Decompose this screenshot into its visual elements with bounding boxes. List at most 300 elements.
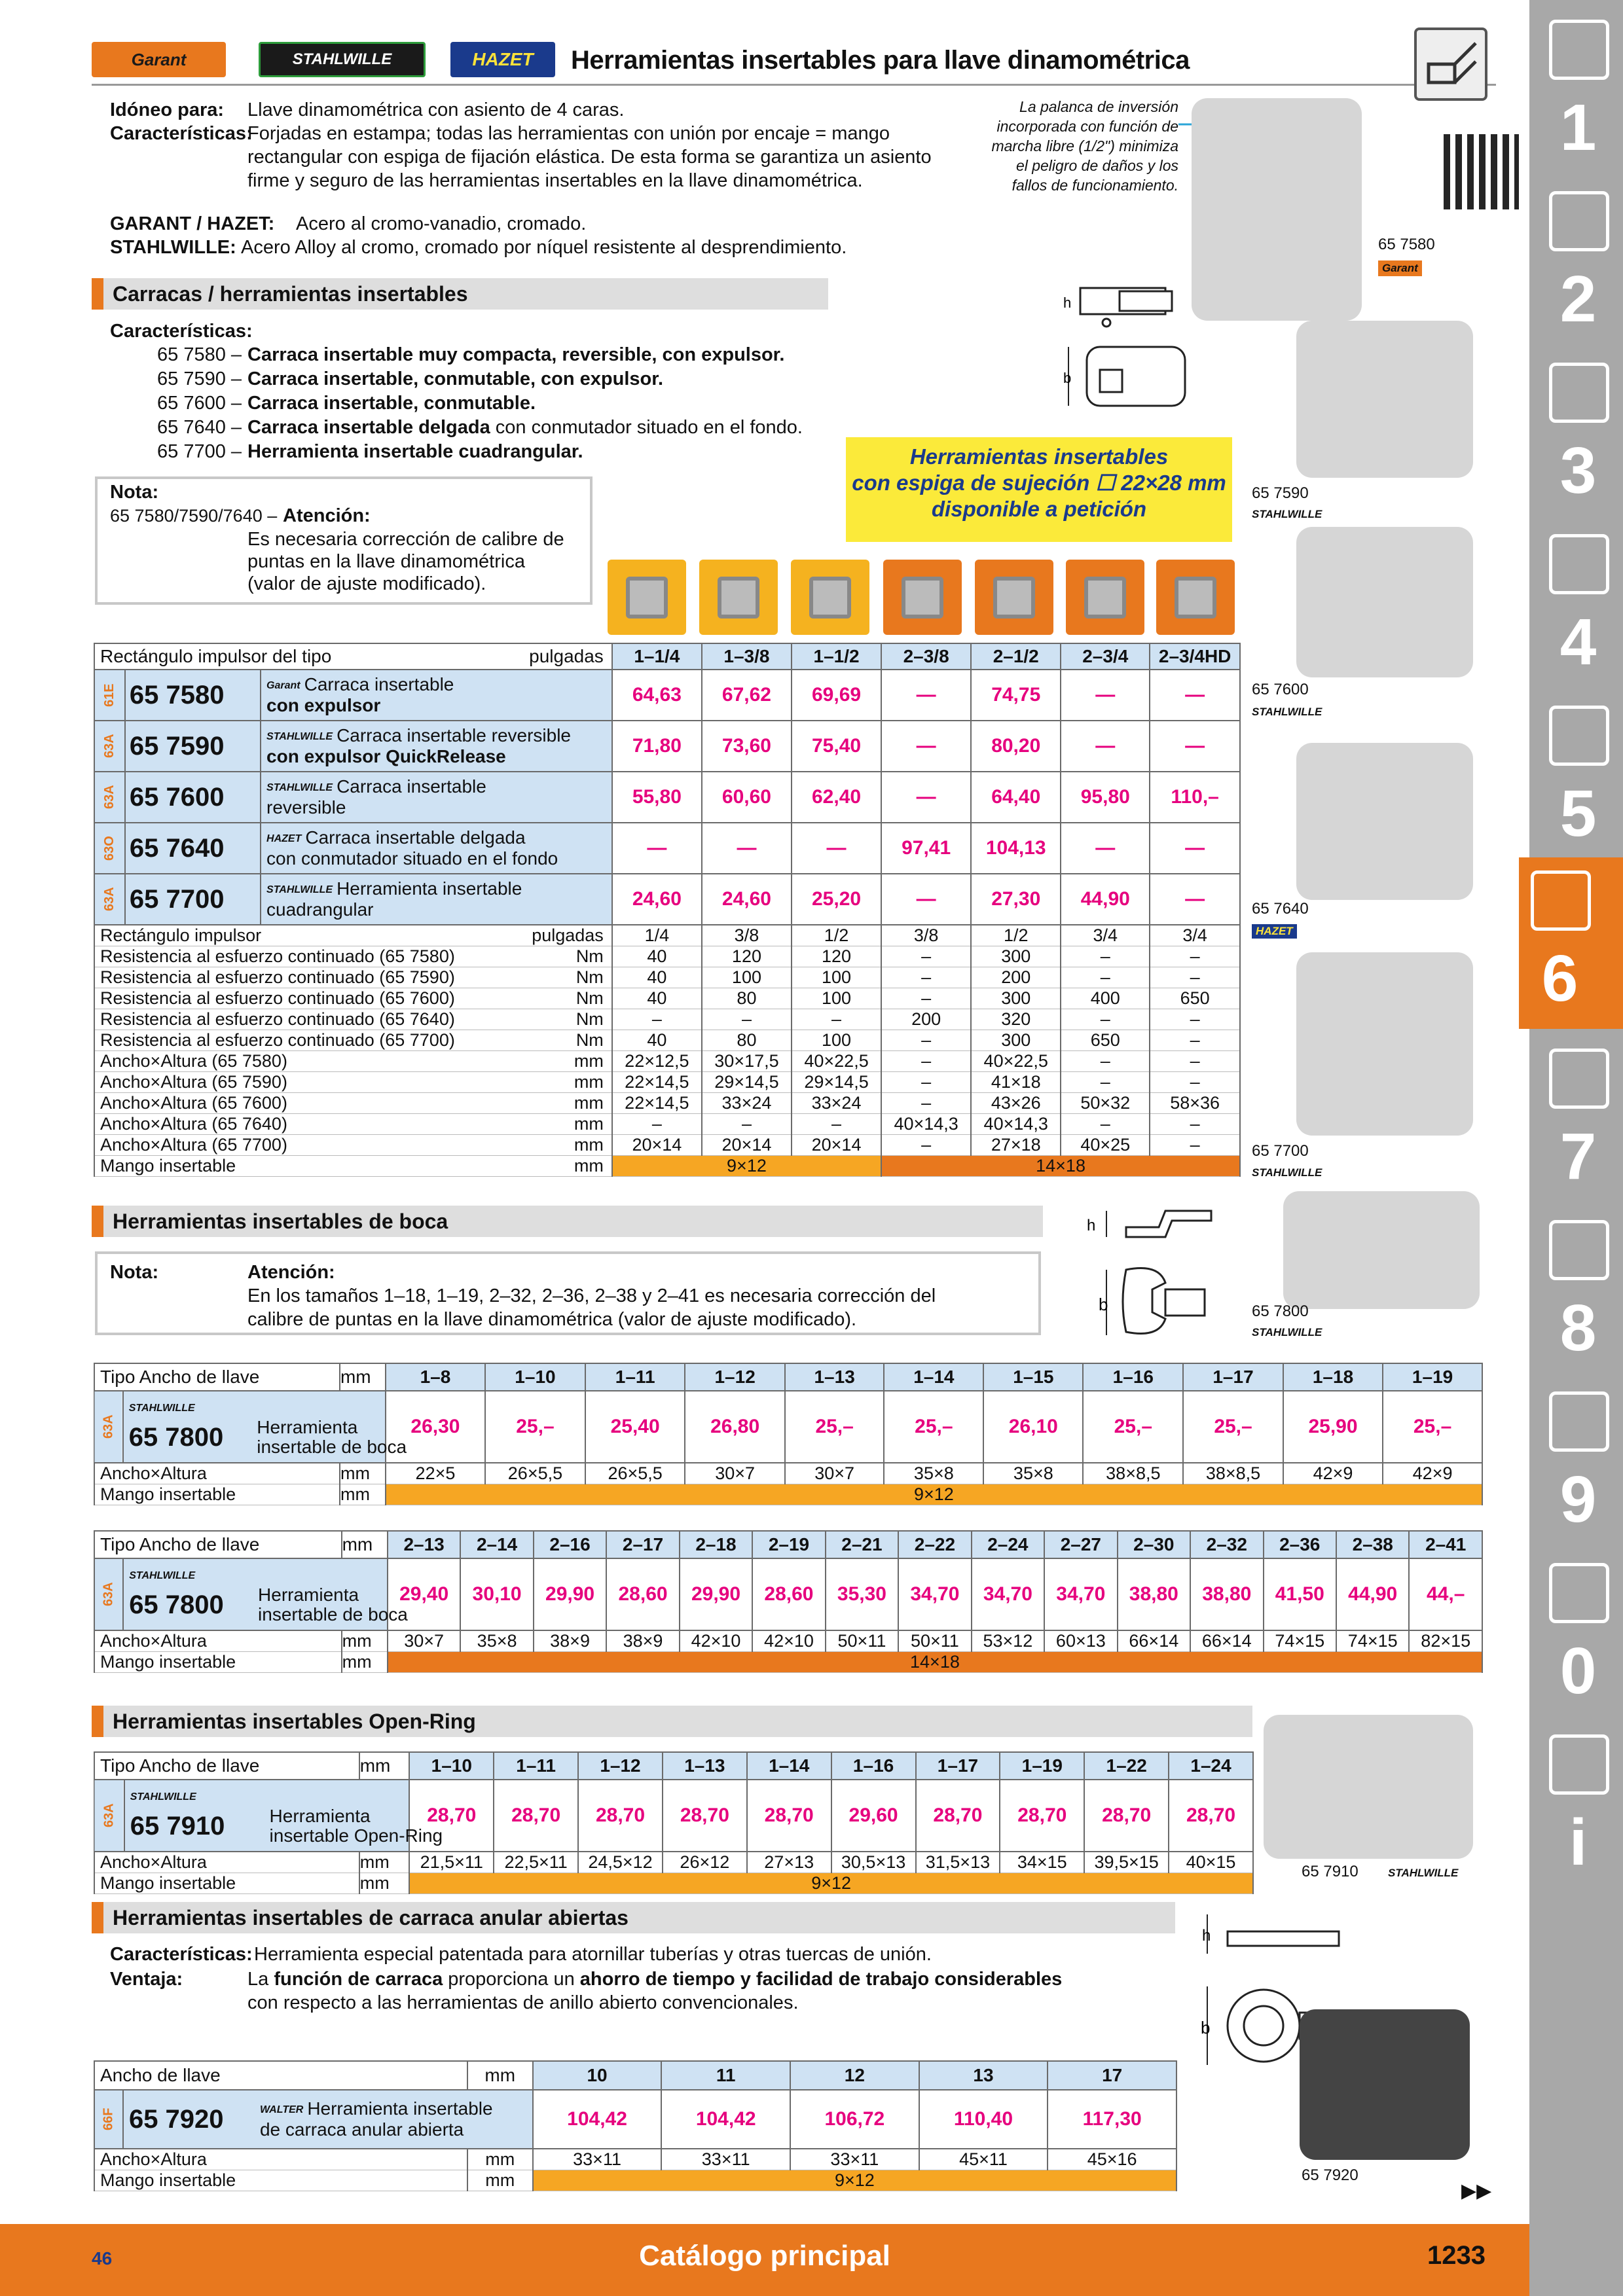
- price-cell: 28,70: [1084, 1780, 1169, 1852]
- info-icon: [1549, 1734, 1609, 1795]
- column-header: 2–1/2: [971, 643, 1061, 670]
- description-line-2: con expulsor: [266, 694, 381, 715]
- column-header: 1–18: [1283, 1363, 1383, 1391]
- section-header-boca: Herramientas insertables de boca: [92, 1206, 1043, 1237]
- price-cell: 95,80: [1061, 772, 1150, 823]
- sec4-advantage-line-2: con respecto a las herramientas de anillo abierto convencionales.: [247, 1992, 799, 2013]
- feature-code: 65 7640 –: [157, 417, 242, 438]
- spec-value: –: [702, 1114, 792, 1135]
- dims-value: 39,5×15: [1084, 1852, 1169, 1873]
- mango-value: 9×12: [533, 2170, 1176, 2191]
- price-cell: 44,90: [1061, 874, 1150, 925]
- column-header: 1–12: [685, 1363, 784, 1391]
- spec-value: 650: [1150, 988, 1240, 1009]
- section-header-ring-ratchet: Herramientas insertables de carraca anular abiertas: [92, 1902, 1175, 1933]
- catalog-category: 63A: [94, 1391, 123, 1463]
- spec-value: –: [1061, 1114, 1150, 1135]
- spec-row: [94, 946, 1240, 967]
- stahlwille-logo: STAHLWILLE: [259, 42, 426, 77]
- square-drive-icon: [1175, 577, 1216, 619]
- cutting-disc-icon: [1549, 706, 1609, 766]
- spec-value: –: [881, 1051, 971, 1072]
- sidebar-number: 5: [1559, 777, 1597, 850]
- sec1-note-line-3: (valor de ajuste modificado).: [247, 573, 486, 594]
- spec-label-cell: [94, 1051, 612, 1072]
- product-image-657580: [1192, 98, 1362, 321]
- spec-value: –: [1150, 1114, 1240, 1135]
- product-image-657910: [1264, 1715, 1473, 1859]
- spec-value: 1/2: [792, 925, 881, 946]
- mango-value: 14×18: [881, 1156, 1240, 1177]
- price-cell: 73,60: [702, 721, 792, 772]
- price-cell: 28,70: [578, 1780, 663, 1852]
- spec-row: [94, 1051, 1240, 1072]
- price-cell: —: [881, 772, 971, 823]
- price-cell: 28,70: [409, 1780, 494, 1852]
- price-cell: 104,13: [971, 823, 1061, 874]
- column-header: 2–30: [1118, 1531, 1190, 1558]
- spec-label: Ancho×Altura (65 7640): [100, 1114, 287, 1134]
- dims-value: 26×12: [663, 1852, 747, 1873]
- column-header: 2–13: [388, 1531, 460, 1558]
- price-cell: —: [792, 823, 881, 874]
- square-drive-icon: [1084, 577, 1126, 619]
- spec-value: –: [612, 1114, 702, 1135]
- hazet-logo: HAZET: [450, 42, 555, 77]
- column-header: 1–1/4: [612, 643, 702, 670]
- description-line-2: de carraca anular abierta: [259, 2119, 464, 2140]
- dims-unit: mm: [340, 1463, 386, 1484]
- column-header: 1–17: [916, 1752, 1000, 1780]
- dims-value: 66×14: [1190, 1630, 1263, 1652]
- column-header: 11: [661, 2061, 790, 2090]
- callout-line-4: el peligro de daños y los: [1015, 157, 1178, 174]
- insert-icon: [1549, 191, 1609, 251]
- spec-value: 120: [702, 946, 792, 967]
- table-row: [94, 1391, 1482, 1463]
- footer-page-left: 46: [92, 2248, 113, 2269]
- spec-unit: Nm: [575, 946, 604, 966]
- dims-value: 35×8: [983, 1463, 1083, 1484]
- callout-text: [956, 97, 1178, 195]
- spec-label-cell: [94, 1072, 612, 1093]
- mango-row: [94, 2170, 1176, 2191]
- caption-657800: 65 7800: [1252, 1302, 1309, 1320]
- price-cell: 29,90: [680, 1558, 752, 1630]
- spec-value: –: [881, 1072, 971, 1093]
- spec-unit: Nm: [575, 967, 604, 987]
- table-row: [94, 721, 1240, 772]
- dims-row: [94, 1630, 1482, 1652]
- intro-label-garant-hazet: GARANT / HAZET:: [110, 213, 275, 234]
- price-cell: 28,70: [916, 1780, 1000, 1852]
- article-description: [261, 823, 612, 874]
- caption-brand-hazet: HAZET: [1252, 924, 1297, 939]
- feature-text-bold: Carraca insertable, conmutable, con expulsor.: [247, 368, 663, 389]
- dims-value: 30×7: [685, 1463, 784, 1484]
- spec-value: 40: [612, 1030, 702, 1051]
- spec-value: 120: [792, 946, 881, 967]
- price-cell: 62,40: [792, 772, 881, 823]
- spec-row: [94, 967, 1240, 988]
- column-header: 1–10: [485, 1363, 585, 1391]
- article-cell: [123, 1558, 408, 1630]
- table-row: [94, 670, 1240, 721]
- column-header: 1–8: [386, 1363, 485, 1391]
- spec-label: Ancho×Altura (65 7590): [100, 1072, 287, 1092]
- spec-value: 100: [792, 988, 881, 1009]
- brand-mini-logo: STAHLWILLE: [266, 884, 333, 895]
- price-cell: 110,40: [919, 2090, 1048, 2149]
- feature-code: 65 7600 –: [157, 393, 242, 414]
- price-cell: 34,70: [1044, 1558, 1117, 1630]
- dims-value: 42×9: [1283, 1463, 1383, 1484]
- column-header: 2–27: [1044, 1531, 1117, 1558]
- callout-line-5: fallos de funcionamiento.: [1012, 177, 1178, 194]
- sidebar-number: 9: [1559, 1463, 1597, 1536]
- spec-label-cell: [94, 967, 612, 988]
- mango-row: [94, 1156, 1240, 1177]
- spec-value: –: [1150, 1072, 1240, 1093]
- column-header: 1–14: [884, 1363, 983, 1391]
- dims-value: 45×11: [919, 2149, 1048, 2170]
- price-cell: 25,40: [585, 1391, 685, 1463]
- drill-icon: [1549, 20, 1609, 80]
- spec-value: 200: [971, 967, 1061, 988]
- qr-code: [1444, 134, 1519, 209]
- table-ring-ratchet: [94, 2060, 1177, 2191]
- price-cell: 26,80: [685, 1391, 784, 1463]
- dims-value: 38×8,5: [1183, 1463, 1283, 1484]
- intro-label-stahlwille: STAHLWILLE:: [110, 237, 236, 258]
- mango-unit: mm: [340, 1484, 386, 1505]
- spec-value: 100: [792, 1030, 881, 1051]
- intro-text-garant-hazet: Acero al cromo-vanadio, cromado.: [296, 213, 587, 234]
- spec-label-cell: [94, 1030, 612, 1051]
- feature-text-bold: Herramienta insertable cuadrangular.: [247, 441, 583, 462]
- price-cell: 25,90: [1283, 1391, 1383, 1463]
- feature-text: [247, 416, 803, 439]
- spec-label: Resistencia al esfuerzo continuado (65 7600): [100, 988, 455, 1008]
- feature-text-bold: Carraca insertable muy compacta, reversible, con expulsor.: [247, 344, 785, 365]
- spec-value: 400: [1061, 988, 1150, 1009]
- spec-label: Resistencia al esfuerzo continuado (65 7590): [100, 967, 455, 987]
- article-code: 65 7700: [125, 874, 261, 925]
- spec-label-cell: [94, 1135, 612, 1156]
- product-image-657640: [1296, 743, 1473, 900]
- sidebar-item-6[interactable]: [1519, 857, 1623, 1029]
- column-label: Rectángulo impulsor del tipo: [100, 646, 332, 666]
- square-drive-icon: [626, 577, 668, 619]
- spec-value: –: [792, 1009, 881, 1030]
- sec4-features-text: Herramienta especial patentada para atornillar tuberías y otras tuercas de unión.: [254, 1944, 932, 1965]
- spec-row: [94, 1114, 1240, 1135]
- table-row: [94, 823, 1240, 874]
- dims-value: 53×12: [972, 1630, 1044, 1652]
- spec-value: 40×22,5: [792, 1051, 881, 1072]
- brand-mini-logo: STAHLWILLE: [129, 1570, 196, 1581]
- table-ratchets: [94, 643, 1241, 1177]
- column-header: 2–17: [606, 1531, 679, 1558]
- catalog-category: 66F: [94, 2090, 123, 2149]
- mango-row: [94, 1484, 1482, 1505]
- sidebar-item-8[interactable]: [1537, 1207, 1619, 1378]
- price-cell: 75,40: [792, 721, 881, 772]
- price-cell: 41,50: [1264, 1558, 1336, 1630]
- spec-value: 3/4: [1061, 925, 1150, 946]
- dimension-diagram-ratchet: [1061, 278, 1192, 416]
- caption-657700: 65 7700: [1252, 1142, 1309, 1160]
- header-row: [94, 1363, 1482, 1391]
- svg-text:h: h: [1063, 295, 1072, 311]
- column-header: 2–18: [680, 1531, 752, 1558]
- dims-value: 82×15: [1409, 1630, 1482, 1652]
- dims-value: 40×15: [1169, 1852, 1253, 1873]
- spec-value: 300: [971, 988, 1061, 1009]
- footer-title: Catálogo principal: [639, 2240, 890, 2272]
- column-header: 2–14: [460, 1531, 533, 1558]
- spec-value: –: [1061, 967, 1150, 988]
- spec-value: –: [1150, 1051, 1240, 1072]
- dims-value: 33×11: [533, 2149, 662, 2170]
- sidebar-item-0[interactable]: [1537, 1550, 1619, 1721]
- price-cell: 117,30: [1048, 2090, 1176, 2149]
- spec-value: 3/8: [881, 925, 971, 946]
- caption-brand-garant: Garant: [1378, 260, 1422, 276]
- spec-value: 320: [971, 1009, 1061, 1030]
- article-description: [261, 721, 612, 772]
- spec-unit: mm: [574, 1051, 604, 1071]
- table-open-ring: [94, 1751, 1254, 1894]
- brand-mini-logo: STAHLWILLE: [266, 781, 333, 793]
- column-header: 1–19: [1383, 1363, 1482, 1391]
- spec-value: –: [881, 1135, 971, 1156]
- special-order-notice: [846, 437, 1232, 542]
- spec-row: [94, 1135, 1240, 1156]
- column-unit: mm: [467, 2061, 533, 2090]
- sidebar-item-i[interactable]: [1537, 1721, 1619, 1893]
- dims-value: 45×16: [1048, 2149, 1176, 2170]
- spec-value: 43×26: [971, 1093, 1061, 1114]
- sidebar-item-2[interactable]: [1537, 178, 1619, 350]
- spec-unit: mm: [574, 1072, 604, 1092]
- sidebar-item-4[interactable]: [1537, 521, 1619, 692]
- price-cell: —: [881, 874, 971, 925]
- spec-value: 40: [612, 988, 702, 1009]
- column-header: 2–3/8: [881, 643, 971, 670]
- product-image-657920: [1300, 2009, 1470, 2160]
- spec-label: Rectángulo impulsor: [100, 925, 262, 945]
- mango-row: [94, 1652, 1482, 1673]
- svg-text:b: b: [1063, 370, 1072, 386]
- spec-value: 100: [702, 967, 792, 988]
- article-description: [261, 772, 612, 823]
- catalog-category: 61E: [94, 670, 125, 721]
- column-label: Tipo Ancho de llave: [94, 1752, 359, 1780]
- intro-text-caracteristicas-3: firme y seguro de las herramientas insertables en la llave dinamométrica.: [247, 170, 863, 191]
- feature-code: 65 7700 –: [157, 441, 242, 462]
- price-cell: 55,80: [612, 772, 702, 823]
- sidebar-item-5[interactable]: [1537, 692, 1619, 864]
- caption-657590: 65 7590: [1252, 484, 1309, 502]
- sidebar-item-3[interactable]: [1537, 350, 1619, 521]
- article-cell: [124, 1780, 443, 1852]
- article-cell: [123, 2090, 533, 2149]
- column-header: 2–21: [826, 1531, 898, 1558]
- dims-value: 33×11: [790, 2149, 919, 2170]
- spec-value: –: [1061, 946, 1150, 967]
- dims-value: 31,5×13: [916, 1852, 1000, 1873]
- price-cell: —: [702, 823, 792, 874]
- drive-size-thumbnail: [1156, 560, 1235, 635]
- caption-657920: 65 7920: [1302, 2166, 1359, 2184]
- catalog-category: 63A: [94, 772, 125, 823]
- spec-value: –: [1061, 1051, 1150, 1072]
- column-header: 1–19: [1000, 1752, 1084, 1780]
- price-cell: 69,69: [792, 670, 881, 721]
- dims-value: 30×7: [388, 1630, 460, 1652]
- dims-label: Ancho×Altura: [94, 2149, 467, 2170]
- next-page-arrows[interactable]: ▶▶: [1461, 2180, 1492, 2202]
- column-header: 1–13: [785, 1363, 884, 1391]
- sec1-note-line-1: Es necesaria corrección de calibre de: [247, 529, 564, 550]
- sec2-note-attention: Atención:: [247, 1262, 335, 1283]
- callout-line-1: La palanca de inversión: [1019, 98, 1178, 115]
- column-header: 1–14: [747, 1752, 831, 1780]
- sidebar-item-7[interactable]: [1537, 1035, 1619, 1207]
- sidebar-number: 2: [1559, 262, 1597, 336]
- catalog-category: 63A: [94, 874, 125, 925]
- table-row: [94, 1558, 1482, 1630]
- article-code: 65 7580: [125, 670, 261, 721]
- mango-label: Mango insertable: [94, 1873, 359, 1894]
- table-row: [94, 2090, 1176, 2149]
- column-unit: mm: [340, 1363, 386, 1391]
- sec4-features-label: Características:: [110, 1944, 253, 1965]
- dims-value: 30×7: [785, 1463, 884, 1484]
- description-line-1: Herramienta insertable: [337, 878, 522, 899]
- column-label: Ancho de llave: [94, 2061, 467, 2090]
- spec-value: 20×14: [792, 1135, 881, 1156]
- dims-value: 74×15: [1264, 1630, 1336, 1652]
- spec-value: 40: [612, 967, 702, 988]
- sidebar-item-1[interactable]: [1537, 7, 1619, 178]
- header-row: [94, 1752, 1253, 1780]
- catalog-category: 63A: [94, 721, 125, 772]
- price-cell: 29,90: [534, 1558, 606, 1630]
- spec-value: 33×24: [792, 1093, 881, 1114]
- sec1-features-label: Características:: [110, 321, 253, 342]
- dims-value: 42×10: [680, 1630, 752, 1652]
- column-unit: mm: [359, 1752, 410, 1780]
- price-cell: 71,80: [612, 721, 702, 772]
- page-title: Herramientas insertables para llave dinamométrica: [571, 46, 1190, 75]
- price-cell: 25,–: [485, 1391, 585, 1463]
- mango-value: 14×18: [388, 1652, 1482, 1673]
- spec-value: –: [792, 1114, 881, 1135]
- spec-value: 20×14: [612, 1135, 702, 1156]
- spec-value: 33×24: [702, 1093, 792, 1114]
- product-image-657700: [1296, 952, 1473, 1136]
- column-header: 2–24: [972, 1531, 1044, 1558]
- spec-row: [94, 1030, 1240, 1051]
- spec-value: –: [1061, 1072, 1150, 1093]
- footer-page-right: 1233: [1427, 2241, 1486, 2270]
- dims-label: Ancho×Altura: [94, 1463, 340, 1484]
- mango-label: Mango insertable: [94, 1484, 340, 1505]
- mango-unit: mm: [342, 1652, 388, 1673]
- brand-mini-logo: STAHLWILLE: [130, 1791, 196, 1803]
- mango-label: Mango insertable: [94, 2170, 467, 2191]
- price-cell: —: [1150, 823, 1240, 874]
- dims-value: 22×5: [386, 1463, 485, 1484]
- price-cell: 64,63: [612, 670, 702, 721]
- feature-text-bold: Carraca insertable, conmutable.: [247, 393, 536, 414]
- caption-657600: 65 7600: [1252, 681, 1309, 698]
- special-order-line-3: disponible a petición: [931, 497, 1147, 521]
- sidebar-number: 4: [1559, 605, 1597, 679]
- price-cell: 25,20: [792, 874, 881, 925]
- dims-label: Ancho×Altura: [94, 1630, 342, 1652]
- intro-text-caracteristicas-2: rectangular con espiga de fijación elástica. De esta forma se garantiza un asiento: [247, 147, 932, 168]
- spec-row: [94, 1009, 1240, 1030]
- column-unit: pulgadas: [529, 646, 604, 666]
- dims-unit: mm: [359, 1852, 410, 1873]
- catalog-category: 63A: [94, 1780, 124, 1852]
- spec-value: 22×14,5: [612, 1072, 702, 1093]
- spec-value: 40×22,5: [971, 1051, 1061, 1072]
- spec-label: Resistencia al esfuerzo continuado (65 7580): [100, 946, 455, 966]
- spec-value: 650: [1061, 1030, 1150, 1051]
- svg-text:h: h: [1087, 1217, 1096, 1234]
- price-cell: —: [1061, 823, 1150, 874]
- svg-text:b: b: [1201, 2018, 1211, 2037]
- column-label: Tipo Ancho de llave: [94, 1363, 340, 1391]
- column-header: 2–38: [1336, 1531, 1409, 1558]
- dims-unit: mm: [467, 2149, 533, 2170]
- price-cell: 29,60: [831, 1780, 916, 1852]
- mango-value: 9×12: [386, 1484, 1482, 1505]
- price-cell: —: [881, 670, 971, 721]
- spec-value: –: [612, 1009, 702, 1030]
- mango-unit: mm: [467, 2170, 533, 2191]
- sidebar-item-9[interactable]: [1537, 1378, 1619, 1550]
- column-header: 1–3/8: [702, 643, 792, 670]
- pliers-icon: [1549, 1049, 1609, 1109]
- price-cell: 26,10: [983, 1391, 1083, 1463]
- dims-value: 60×13: [1044, 1630, 1117, 1652]
- feature-text: [247, 391, 536, 415]
- mango-label: Mango insertable: [94, 1652, 342, 1673]
- dims-value: 66×14: [1118, 1630, 1190, 1652]
- spec-unit: mm: [574, 1114, 604, 1134]
- intro-text-stahlwille: Acero Alloy al cromo, cromado por níquel resistente al desprendimiento.: [241, 237, 847, 258]
- spec-value: 22×12,5: [612, 1051, 702, 1072]
- spec-value: 50×32: [1061, 1093, 1150, 1114]
- price-cell: 25,–: [785, 1391, 884, 1463]
- sec2-note-line-2: calibre de puntas en la llave dinamométrica (valor de ajuste modificado).: [247, 1309, 857, 1330]
- price-cell: 28,60: [606, 1558, 679, 1630]
- mango-label-cell: [94, 1156, 612, 1177]
- square-drive-icon: [993, 577, 1035, 619]
- column-header: 10: [533, 2061, 662, 2090]
- spec-value: 40×14,3: [881, 1114, 971, 1135]
- column-header: 2–19: [752, 1531, 825, 1558]
- price-cell: 29,40: [388, 1558, 460, 1630]
- spec-value: 300: [971, 946, 1061, 967]
- spec-value: 80: [702, 1030, 792, 1051]
- spec-value: –: [1150, 967, 1240, 988]
